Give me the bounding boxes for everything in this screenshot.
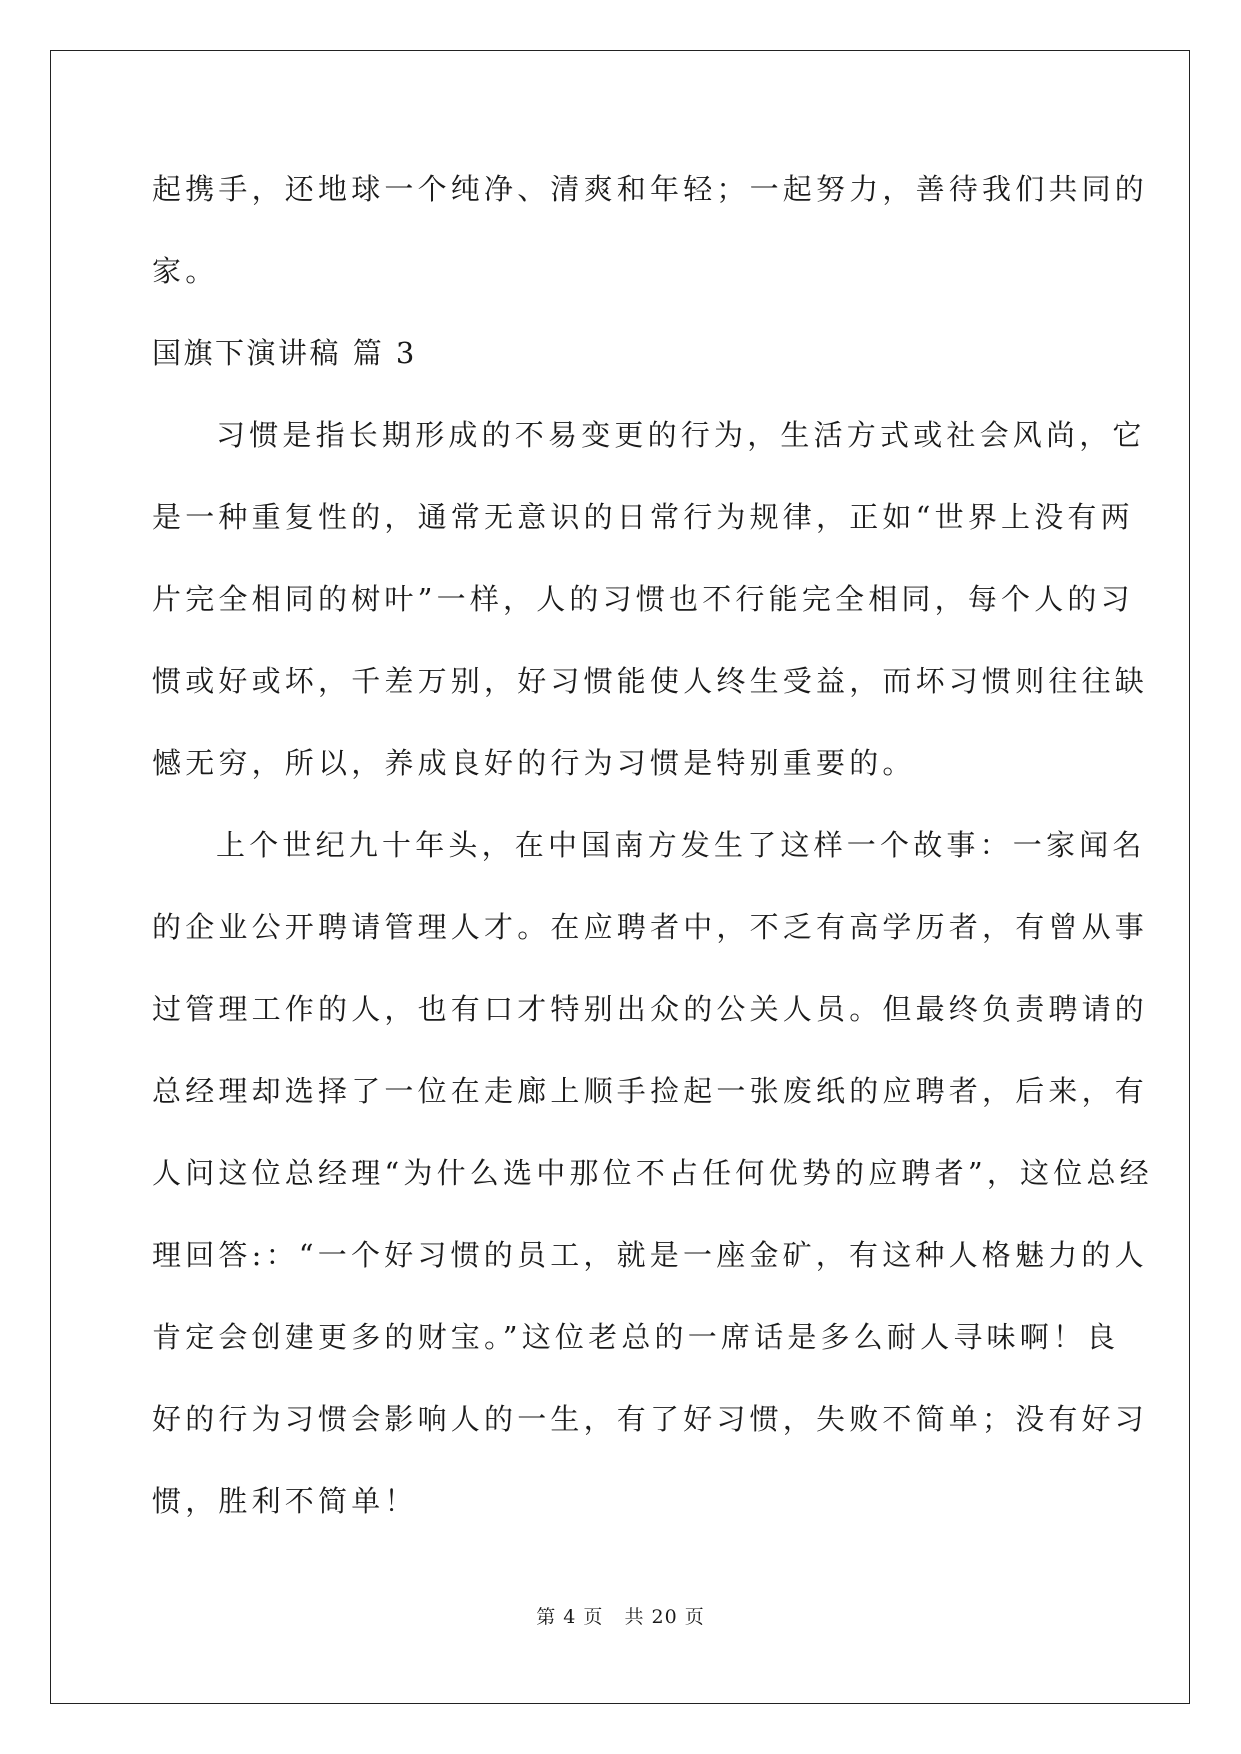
text-line: 理回答:：“一个好习惯的员工，就是一座金矿，有这种人格魅力的人 [152,1238,1148,1272]
section-heading-text: 国旗下演讲稿 篇 3 [152,336,417,370]
text-line: 起携手，还地球一个纯净、清爽和年轻；一起努力，善待我们共同的 [152,172,1149,206]
text-line: 肯定会创建更多的财宝。”这位老总的一席话是多么耐人寻味啊！良 [152,1320,1120,1354]
text-line: 片完全相同的树叶”一样，人的习惯也不行能完全相同，每个人的习 [152,582,1134,616]
text-line: 人问这位总经理“为什么选中那位不占任何优势的应聘者”，这位总经 [152,1156,1153,1190]
text-line: 惯或好或坏，千差万别，好习惯能使人终生受益，而坏习惯则往往缺 [152,664,1149,698]
text-line: 惯，胜利不简单！ [152,1484,418,1518]
text-line: 上个世纪九十年头，在中国南方发生了这样一个故事：一家闻名 [216,828,1146,862]
previous-section-text [152,148,1149,312]
text-line: 憾无穷，所以，养成良好的行为习惯是特别重要的。 [152,746,916,780]
text-line: 习惯是指长期形成的不易变更的行为，生活方式或社会风尚，它 [216,418,1146,452]
text-line: 是一种重复性的，通常无意识的日常行为规律，正如“世界上没有两 [152,500,1134,534]
page-footer [0,1602,1241,1629]
text-line: 家。 [152,254,219,288]
text-line: 的企业公开聘请管理人才。在应聘者中，不乏有高学历者，有曾从事 [152,910,1149,944]
section-heading [152,312,1092,394]
text-line: 总经理却选择了一位在走廊上顺手捡起一张废纸的应聘者，后来，有 [152,1074,1149,1108]
paragraph-2 [152,804,1153,1542]
text-line: 好的行为习惯会影响人的一生，有了好习惯，失败不简单；没有好习 [152,1402,1149,1436]
text-line: 过管理工作的人，也有口才特别出众的公关人员。但最终负责聘请的 [152,992,1149,1026]
paragraph-1 [152,394,1149,804]
total-pages: 共 20 页 [624,1606,705,1628]
page-number: 第 4 页 [536,1606,604,1628]
